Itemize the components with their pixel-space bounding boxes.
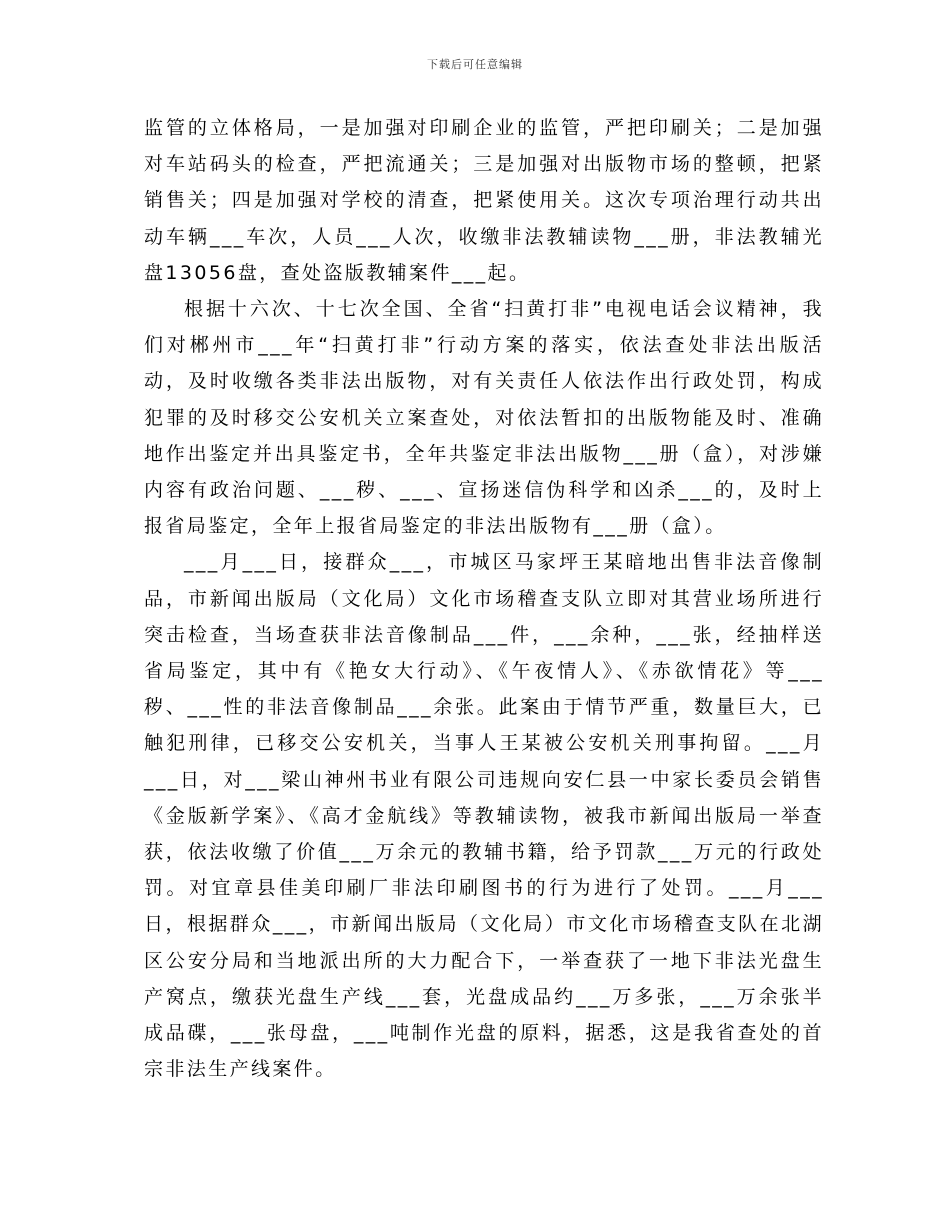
document-body [144,110,824,1087]
paragraph-2: 根据十六次、十七次全国、全省“扫黄打非”电视电话会议精神，我们对郴州市___年“扫黄打非”行动方案的落实，依法查处非法出版活动，及时收缴各类非法出版物，对有关责任人依法作出行政处罚，构成犯罪的及时移交公安机关立案查处，对依法暂扣的出版物能及时、准确地作出鉴定并出具鉴定书，全年共鉴定非法出版物___册（盒），对涉嫌内容有政治问题、___秽、___、宣扬迷信伪科学和凶杀___的，及时上报省局鉴定，全年上报省局鉴定的非法出版物有___册（盒）。 [144,298,824,538]
paragraph-3: ___月___日，接群众___，市城区马家坪王某暗地出售非法音像制品，市新闻出版局（文化局）文化市场稽查支队立即对其营业场所进行突击检查，当场查获非法音像制品___件，___余种，___张，经抽样送省局鉴定，其中有《艳女大行动》、《午夜情人》、《赤欲情花》等___秽、___性的非法音像制品___余张。此案由于情节严重，数量巨大，已触犯刑律，已移交公安机关，当事人王某被公安机关刑事拘留。___月___日，对___梁山神州书业有限公司违规向安仁县一中家长委员会销售《金版新学案》、《高才金航线》等教辅读物，被我市新闻出版局一举查获，依法收缴了价值___万余元的教辅书籍，给予罚款___万元的行政处罚。对宜章县佳美印刷厂非法印刷图书的行为进行了处罚。___月___日，根据群众___，市新闻出版局（文化局）市文化市场稽查支队在北湖区公安分局和当地派出所的大力配合下，一举查获了一地下非法光盘生产窝点，缴获光盘生产线___套，光盘成品约___万多张，___万余张半成品碟，___张母盘，___吨制作光盘的原料，据悉，这是我省查处的首宗非法生产线案件。 [144,551,824,1081]
paragraph-1: 监管的立体格局，一是加强对印刷企业的监管，严把印刷关；二是加强对车站码头的检查，严把流通关；三是加强对出版物市场的整顿，把紧销售关；四是加强对学校的清查，把紧使用关。这次专项治理行动共出动车辆___车次，人员___人次，收缴非法教辅读物___册，非法教辅光盘13056盘，查处盗版教辅案件___起。 [144,117,824,284]
page-header: 下载后可任意编辑 [427,58,523,71]
